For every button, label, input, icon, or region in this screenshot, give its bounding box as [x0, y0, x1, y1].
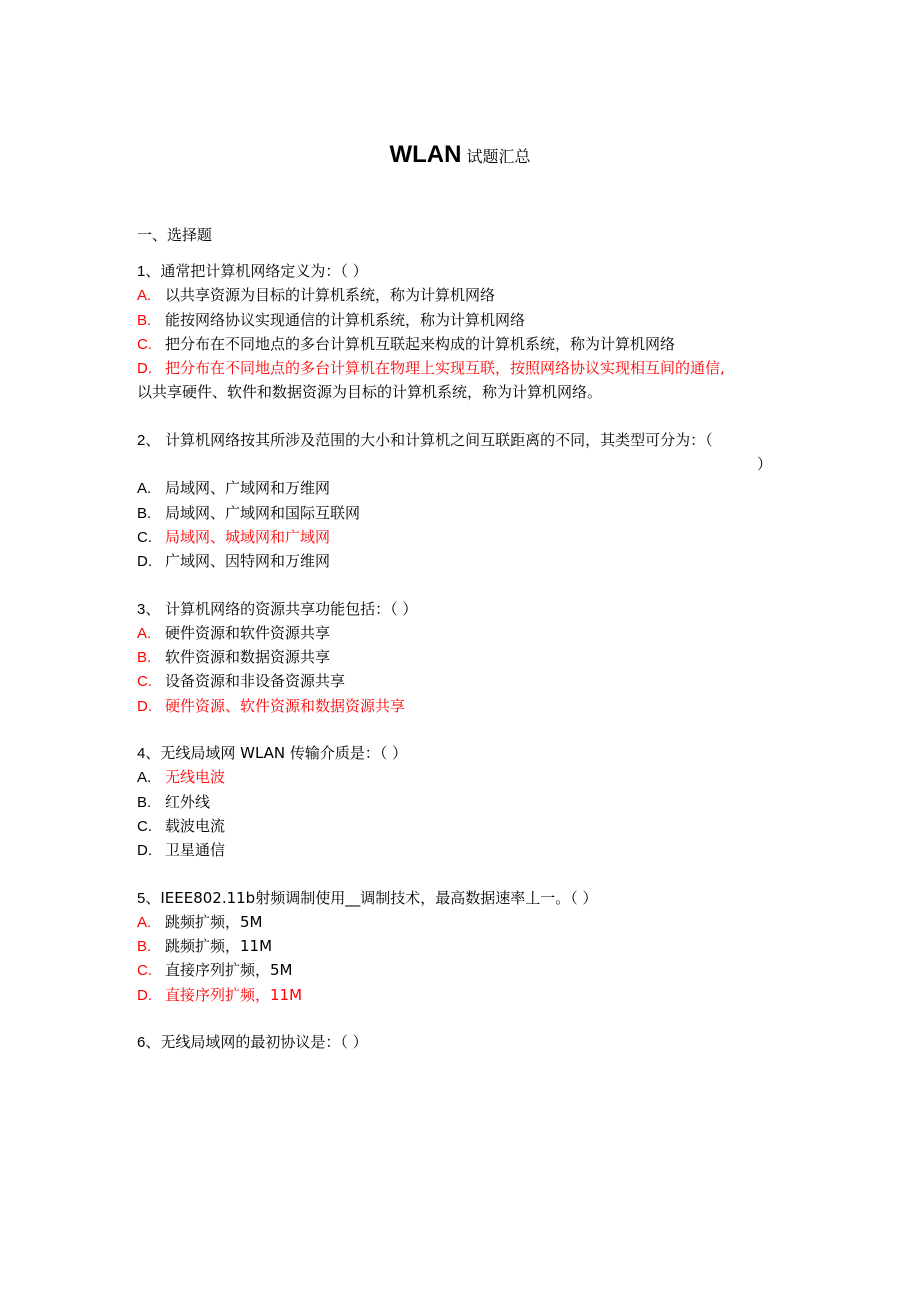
- question-list: [137, 259, 787, 1077]
- title-main: WLAN: [389, 141, 462, 168]
- question-number: 2、: [137, 431, 161, 449]
- option-text: 广域网、因特网和万维网: [165, 552, 331, 571]
- option-a: [137, 283, 787, 307]
- option-label: D.: [137, 360, 152, 378]
- option-text: 跳频扩频，5M: [165, 912, 263, 931]
- option-b: [137, 790, 787, 814]
- option-label: B.: [137, 938, 152, 956]
- option-label: C.: [137, 962, 152, 980]
- option-text: 软件资源和数据资源共享: [165, 648, 331, 667]
- option-text-continued: 以共享硬件、软件和数据资源为目标的计算机系统，称为计算机网络。: [137, 383, 603, 402]
- option-c: [137, 958, 787, 982]
- document-title: [0, 138, 920, 174]
- option-text: 跳频扩频，11M: [165, 937, 273, 956]
- option-label: D.: [137, 553, 152, 571]
- option-d: [137, 838, 787, 862]
- question-6: [137, 1030, 787, 1054]
- question-2: [137, 428, 787, 574]
- option-text: 局域网、广域网和国际互联网: [165, 503, 361, 522]
- option-d: [137, 694, 787, 718]
- option-b: [137, 645, 787, 669]
- question-text: IEEE802.11b射频调制使用__调制技术，最高数据速率丄一。（ ）: [160, 888, 598, 907]
- option-text: 能按网络协议实现通信的计算机系统，称为计算机网络: [165, 310, 526, 329]
- option-text-answer: 无线电波: [165, 768, 226, 787]
- question-5: [137, 886, 787, 1007]
- option-label: C.: [137, 673, 152, 691]
- option-label: A.: [137, 480, 152, 498]
- option-label: D.: [137, 697, 152, 715]
- question-1: [137, 259, 787, 405]
- option-text: 卫星通信: [165, 841, 226, 860]
- option-c: [137, 814, 787, 838]
- option-label: B.: [137, 311, 152, 329]
- option-b: [137, 308, 787, 332]
- option-a: [137, 765, 787, 789]
- option-label: C.: [137, 817, 152, 835]
- option-d: [137, 549, 787, 573]
- option-d: [137, 356, 787, 380]
- option-c: [137, 332, 787, 356]
- option-label: C.: [137, 335, 152, 353]
- option-label: B.: [137, 504, 152, 522]
- option-text-answer: 把分布在不同地点的多台计算机在物理上实现互联，按照网络协议实现相互间的通信,: [165, 359, 725, 378]
- option-text: 红外线: [165, 792, 211, 811]
- question-number: 3、: [137, 600, 161, 618]
- option-a: [137, 476, 787, 500]
- option-a: [137, 910, 787, 934]
- option-text-answer: 局域网、城域网和广域网: [165, 527, 331, 546]
- option-d: [137, 983, 787, 1007]
- option-label: A.: [137, 913, 152, 931]
- option-text: 把分布在不同地点的多台计算机互联起来构成的计算机系统，称为计算机网络: [165, 334, 676, 353]
- question-4: [137, 741, 787, 862]
- question-text: 无线局域网 WLAN 传输介质是：（ ）: [160, 744, 408, 763]
- title-suffix: 试题汇总: [466, 147, 531, 166]
- option-text: 设备资源和非设备资源共享: [165, 672, 346, 691]
- question-stem: [137, 597, 787, 621]
- question-stem: [137, 886, 787, 910]
- question-stem: [137, 1030, 787, 1054]
- question-stem: [137, 741, 787, 765]
- option-label: A.: [137, 769, 152, 787]
- option-text: 直接序列扩频，5M: [165, 961, 293, 980]
- option-b: [137, 934, 787, 958]
- option-text: 以共享资源为目标的计算机系统，称为计算机网络: [165, 286, 496, 305]
- question-3: [137, 597, 787, 718]
- option-label: C.: [137, 528, 152, 546]
- option-text-answer: 硬件资源、软件资源和数据资源共享: [165, 696, 406, 715]
- option-text: 硬件资源和软件资源共享: [165, 623, 331, 642]
- question-text: 通常把计算机网络定义为：（ ）: [160, 262, 368, 280]
- option-label: A.: [137, 287, 152, 305]
- option-label: B.: [137, 649, 152, 667]
- option-text-answer: 直接序列扩频，11M: [165, 985, 303, 1004]
- option-a: [137, 621, 787, 645]
- question-text: 计算机网络按其所涉及范围的大小和计算机之间互联距离的不同，其类型可分为：（: [160, 430, 713, 449]
- question-number: 1、: [137, 263, 161, 280]
- question-text: 无线局域网的最初协议是：（ ）: [160, 1033, 368, 1052]
- option-c: [137, 525, 787, 549]
- option-label: A.: [137, 624, 152, 642]
- question-number: 6、: [137, 1034, 161, 1052]
- option-label: D.: [137, 842, 152, 860]
- option-c: [137, 669, 787, 693]
- option-d-continuation: [137, 380, 787, 404]
- question-number: 5、: [137, 889, 161, 907]
- option-label: B.: [137, 793, 152, 811]
- question-number: 4、: [137, 745, 161, 763]
- option-text: 载波电流: [165, 816, 226, 835]
- question-stem-continuation: [137, 452, 787, 476]
- option-text: 局域网、广域网和万维网: [165, 479, 331, 498]
- question-stem: [137, 259, 787, 283]
- question-stem: [137, 428, 787, 452]
- question-text-continued: ）: [756, 455, 772, 474]
- option-b: [137, 501, 787, 525]
- option-label: D.: [137, 986, 152, 1004]
- question-text: 计算机网络的资源共享功能包括：（ ）: [160, 599, 418, 618]
- section-heading: 一、选择题: [137, 226, 213, 244]
